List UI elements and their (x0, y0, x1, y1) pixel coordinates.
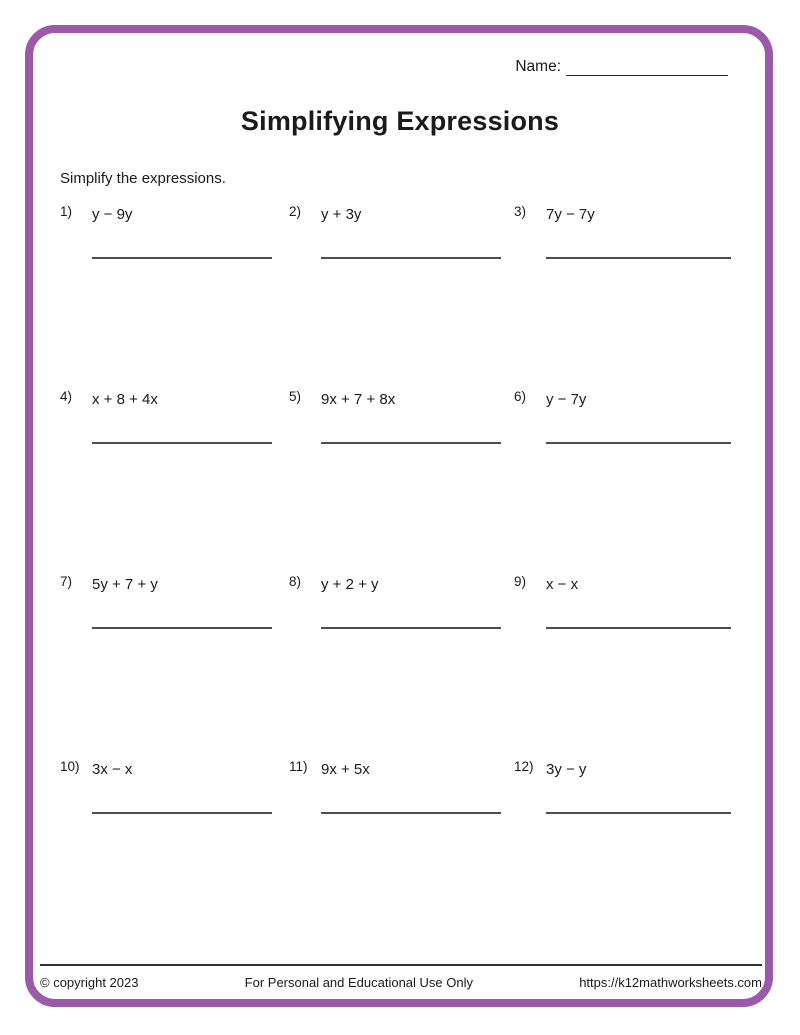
answer-blank-line (546, 812, 731, 814)
problem-number: 2) (289, 204, 302, 219)
problem-number: 3) (514, 204, 527, 219)
problem-8 (289, 575, 514, 760)
problem-6 (514, 390, 728, 575)
copyright-text: © copyright 2023 (40, 975, 139, 990)
problem-expression: 9x + 7 + 8x (321, 391, 396, 408)
problem-12 (514, 760, 728, 945)
problem-2 (289, 205, 514, 390)
problem-4 (60, 390, 289, 575)
problem-7 (60, 575, 289, 760)
answer-blank-line (92, 627, 272, 629)
usage-text: For Personal and Educational Use Only (244, 975, 474, 990)
answer-blank-line (321, 442, 501, 444)
problem-number: 7) (60, 574, 73, 589)
problem-number: 5) (289, 389, 302, 404)
problem-number: 12) (514, 759, 534, 774)
answer-blank-line (546, 442, 731, 444)
problem-11 (289, 760, 514, 945)
footer (40, 964, 762, 990)
answer-blank-line (321, 257, 501, 259)
problem-expression: y + 2 + y (321, 576, 379, 593)
answer-blank-line (92, 812, 272, 814)
problem-5 (289, 390, 514, 575)
problem-1 (60, 205, 289, 390)
website-url: https://k12mathworksheets.com (579, 975, 762, 990)
problem-expression: y − 9y (92, 206, 133, 223)
answer-blank-line (92, 442, 272, 444)
problem-number: 4) (60, 389, 73, 404)
page-title: Simplifying Expressions (240, 106, 560, 136)
answer-blank-line (321, 627, 501, 629)
problem-expression: x + 8 + 4x (92, 391, 158, 408)
problem-number: 10) (60, 759, 80, 774)
problem-10 (60, 760, 289, 945)
problem-number: 11) (289, 759, 308, 774)
name-blank-line (566, 59, 728, 76)
problem-number: 6) (514, 389, 527, 404)
problem-expression: 9x + 5x (321, 761, 370, 778)
answer-blank-line (321, 812, 501, 814)
problem-number: 8) (289, 574, 302, 589)
problem-3 (514, 205, 728, 390)
answer-blank-line (546, 627, 731, 629)
answer-blank-line (92, 257, 272, 259)
name-label: Name: (515, 58, 561, 75)
problem-expression: y − 7y (546, 391, 587, 408)
problem-expression: 3x − x (92, 761, 133, 778)
problem-number: 9) (514, 574, 527, 589)
answer-blank-line (546, 257, 731, 259)
name-field (515, 58, 728, 76)
instructions-text: Simplify the expressions. (60, 170, 226, 187)
problem-9 (514, 575, 728, 760)
problem-expression: y + 3y (321, 206, 362, 223)
problems-grid (60, 205, 728, 945)
problem-expression: x − x (546, 576, 579, 593)
problem-number: 1) (60, 204, 73, 219)
problem-expression: 7y − 7y (546, 206, 595, 223)
problem-expression: 3y − y (546, 761, 587, 778)
problem-expression: 5y + 7 + y (92, 576, 158, 593)
